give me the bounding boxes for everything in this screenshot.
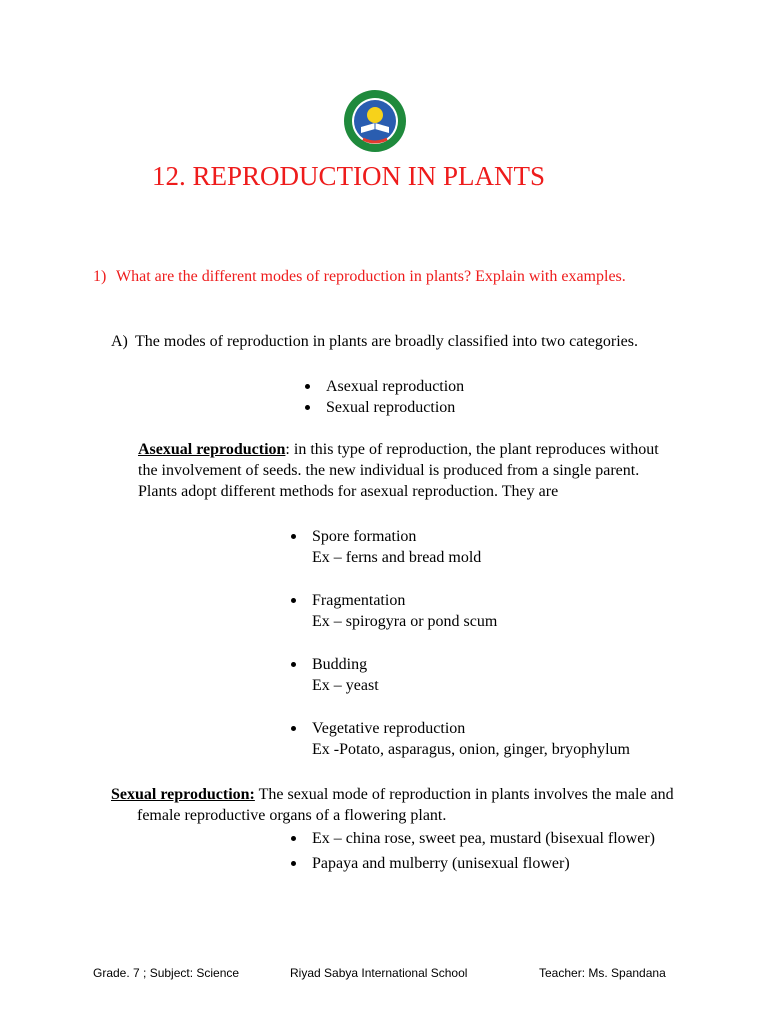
- method-example: Ex – yeast: [312, 677, 379, 694]
- method-example: Ex – ferns and bread mold: [312, 549, 482, 566]
- question-text: What are the different modes of reproduction in plants? Explain with examples.: [116, 268, 626, 285]
- asexual-methods-list: [288, 526, 708, 760]
- question-number: 1): [93, 268, 107, 285]
- sexual-examples-list: [288, 828, 688, 874]
- method-name: Fragmentation: [312, 592, 406, 609]
- question-1: [93, 266, 676, 288]
- sexual-text: The sexual mode of reproduction in plants involves the male and female reproductive organs of a flowering plant.: [137, 786, 674, 824]
- method-name: Budding: [312, 656, 368, 673]
- footer-teacher: Teacher: Ms. Spandana: [539, 966, 666, 980]
- list-item: [288, 526, 708, 568]
- answer-label: A): [111, 333, 128, 350]
- category-list: [302, 376, 464, 418]
- asexual-paragraph: [138, 439, 678, 502]
- answer-text: The modes of reproduction in plants are broadly classified into two categories.: [135, 333, 638, 350]
- method-example: Ex – spirogyra or pond scum: [312, 613, 498, 630]
- list-item: Ex – china rose, sweet pea, mustard (bisexual flower): [288, 828, 688, 849]
- school-logo: [343, 89, 407, 153]
- list-item: Papaya and mulberry (unisexual flower): [288, 853, 688, 874]
- list-item: Asexual reproduction: [302, 376, 464, 397]
- sexual-paragraph: [111, 784, 707, 826]
- asexual-text: : in this type of reproduction, the plant reproduces without the involvement of seeds. the new individual is produced from a single parent. Plants adopt different methods for asexual reproduction. They are: [138, 441, 659, 500]
- page-title: 12. REPRODUCTION IN PLANTS: [152, 161, 546, 191]
- asexual-heading: Asexual reproduction: [138, 441, 286, 458]
- method-name: Spore formation: [312, 528, 417, 545]
- footer-grade-subject: Grade. 7 ; Subject: Science: [93, 966, 240, 980]
- list-item: Sexual reproduction: [302, 397, 464, 418]
- footer-school: Riyad Sabya International School: [290, 966, 468, 980]
- method-name: Vegetative reproduction: [312, 720, 466, 737]
- list-item: [288, 654, 708, 696]
- page-footer: [93, 964, 693, 982]
- list-item: [288, 590, 708, 632]
- sexual-heading: Sexual reproduction:: [111, 786, 255, 803]
- method-example: Ex -Potato, asparagus, onion, ginger, bryophylum: [312, 741, 630, 758]
- list-item: [288, 718, 708, 760]
